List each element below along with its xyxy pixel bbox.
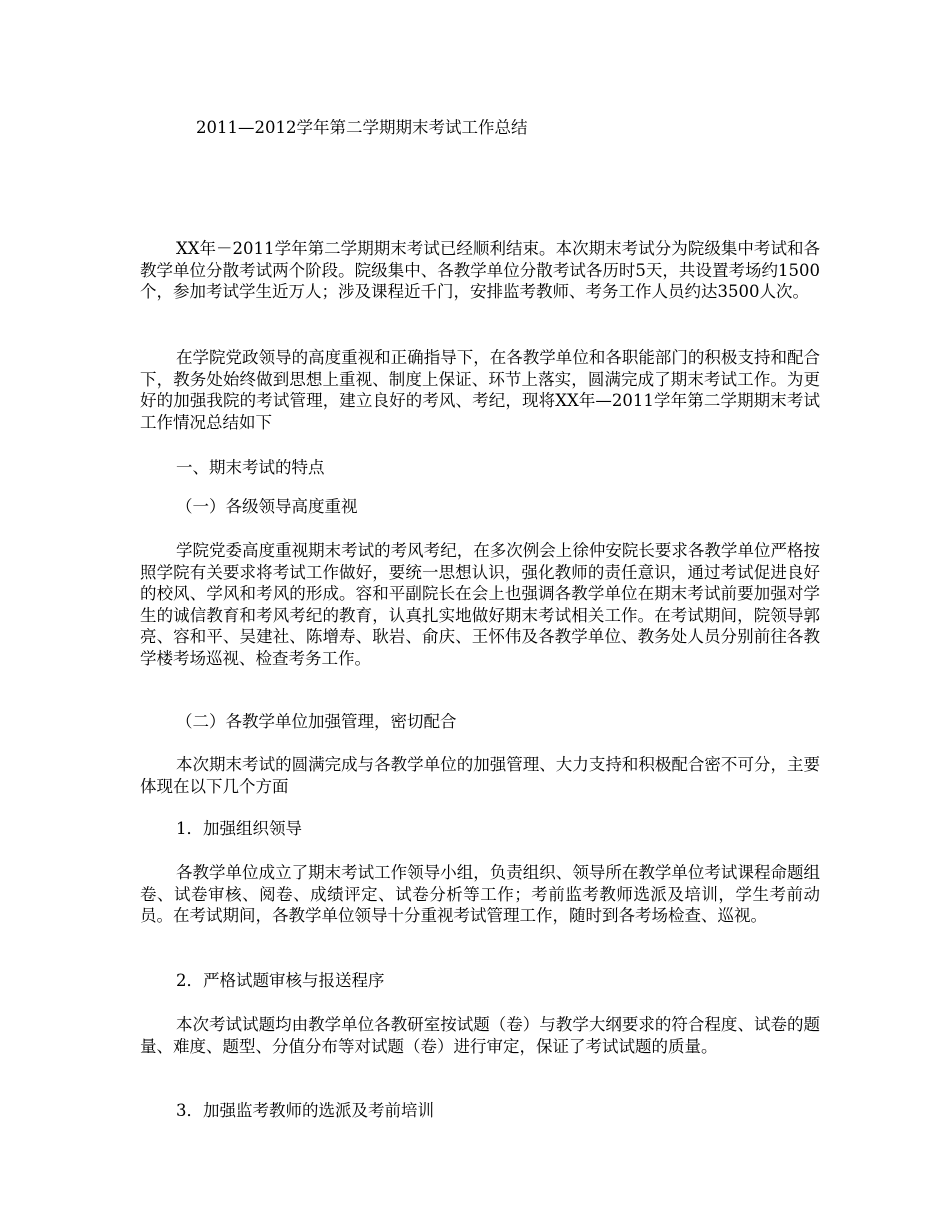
item-heading-1: 1．加强组织领导 xyxy=(176,819,302,838)
paragraph-cooperation: 本次期末考试的圆满完成与各教学单位的加强管理、大力支持和积极配合密不可分，主要体现在以下几个方面 xyxy=(140,755,820,796)
paragraph-leadership: 在学院党政领导的高度重视和正确指导下，在各教学单位和各职能部门的积极支持和配合下，教务处始终做到思想上重视、制度上保证、环节上落实，圆满完成了期末考试工作。为更好的加强我院的考试管理，建立良好的考风、考纪，现将XX年—2011学年第二学期期末考试工作情况总结如下 xyxy=(140,348,820,432)
item-heading-2: 2．严格试题审核与报送程序 xyxy=(176,971,385,990)
paragraph-intro: XX年－2011学年第二学期期末考试已经顺利结束。本次期末考试分为院级集中考试和各教学单位分散考试两个阶段。院级集中、各教学单位分散考试各历时5天，共设置考场约1500个，参加考试学生近万人；涉及课程近千门，安排监考教师、考务工作人员约达3500人次。 xyxy=(140,239,820,301)
subsection-heading-1: （一）各级领导高度重视 xyxy=(176,497,358,516)
document-title: 2011—2012学年第二学期期末考试工作总结 xyxy=(196,118,528,137)
paragraph-discipline: 学院党委高度重视期末考试的考风考纪，在多次例会上徐仲安院长要求各教学单位严格按照学院有关要求将考试工作做好，要统一思想认识，强化教师的责任意识，通过考试促进良好的校风、学风和考风的形成。容和平副院长在会上也强调各教学单位在期末考试前要加强对学生的诚信教育和考风考纪的教育，认真扎实地做好期末考试相关工作。在考试期间，院领导郭亮、容和平、吴建社、陈增寿、耿岩、俞庆、王怀伟及各教学单位、教务处人员分别前往各教学楼考场巡视、检查考务工作。 xyxy=(140,541,820,668)
subsection-heading-2: （二）各教学单位加强管理，密切配合 xyxy=(176,712,457,731)
paragraph-review: 本次考试试题均由教学单位各教研室按试题（卷）与教学大纲要求的符合程度、试卷的题量、难度、题型、分值分布等对试题（卷）进行审定，保证了考试试题的质量。 xyxy=(140,1015,820,1056)
item-heading-3: 3．加强监考教师的选派及考前培训 xyxy=(176,1101,434,1120)
paragraph-organization: 各教学单位成立了期末考试工作领导小组，负责组织、领导所在教学单位考试课程命题组卷、试卷审核、阅卷、成绩评定、试卷分析等工作；考前监考教师选派及培训，学生考前动员。在考试期间，各教学单位领导十分重视考试管理工作，随时到各考场检查、巡视。 xyxy=(140,863,820,925)
section-heading-1: 一、期末考试的特点 xyxy=(176,458,325,477)
